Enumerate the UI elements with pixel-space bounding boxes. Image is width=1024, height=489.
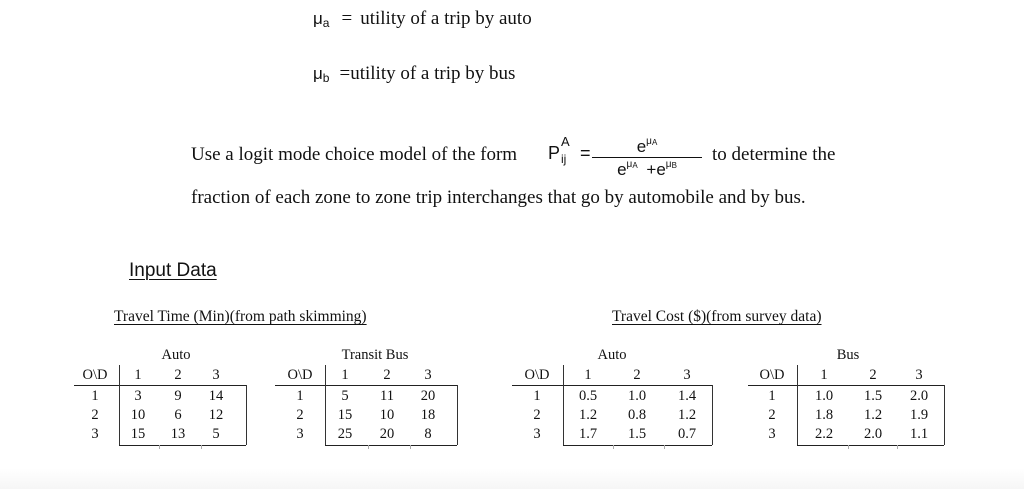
mu-a-symbol: $\mu_a$ <box>313 9 330 30</box>
definition-auto <box>313 8 532 30</box>
corner-label: O\D <box>82 367 108 383</box>
column-header: 2 <box>383 367 391 383</box>
table-cell: 1.0 <box>814 388 834 404</box>
table-cell: 20 <box>420 388 436 404</box>
definition-text: utility of a trip by bus <box>350 63 516 84</box>
table-title: Auto <box>161 347 191 363</box>
equals-sign: = <box>341 8 353 29</box>
header-divider <box>512 385 712 386</box>
table-title: Bus <box>836 347 860 363</box>
origin-label: 3 <box>296 426 304 442</box>
table-bottom-border <box>119 445 246 446</box>
table-cell: 25 <box>337 426 353 442</box>
table-cell: 1.7 <box>578 426 598 442</box>
table-cell: 10 <box>130 407 146 423</box>
table-cell: 15 <box>337 407 353 423</box>
column-header: 3 <box>424 367 432 383</box>
table-cell: 5 <box>341 388 349 404</box>
section-title: Input Data <box>129 260 217 281</box>
corner-label: O\D <box>759 367 785 383</box>
column-header: 3 <box>212 367 220 383</box>
origin-label: 1 <box>533 388 541 404</box>
table-cell: 1.2 <box>863 407 883 423</box>
column-header: 2 <box>633 367 641 383</box>
table-cell: 11 <box>380 388 394 404</box>
column-header: 2 <box>869 367 877 383</box>
origin-label: 2 <box>533 407 541 423</box>
column-header: 1 <box>820 367 828 383</box>
table-cell: 1.5 <box>627 426 647 442</box>
header-divider <box>275 385 457 386</box>
table-right-border <box>457 385 458 445</box>
table-cell: 14 <box>208 388 224 404</box>
table-cell: 2.0 <box>909 388 929 404</box>
travel-cost-auto-table <box>512 347 712 447</box>
header-divider <box>74 385 246 386</box>
corner-label: O\D <box>287 367 313 383</box>
table-title: Auto <box>597 347 627 363</box>
table-cell: 1.8 <box>814 407 834 423</box>
origin-divider <box>563 365 564 445</box>
table-bottom-border <box>563 445 712 446</box>
header-divider <box>748 385 944 386</box>
origin-label: 2 <box>296 407 304 423</box>
tick-mark <box>613 445 614 449</box>
origin-divider <box>797 365 798 445</box>
table-cell: 10 <box>379 407 395 423</box>
table-cell: 0.8 <box>627 407 647 423</box>
table-right-border <box>944 385 945 445</box>
mu-b-symbol: $\mu_b$ <box>313 64 330 85</box>
column-header: 3 <box>915 367 923 383</box>
tick-mark <box>368 445 369 449</box>
column-header: 2 <box>174 367 182 383</box>
definition-bus <box>313 63 515 85</box>
tick-mark <box>664 445 665 449</box>
table-cell: 5 <box>212 426 220 442</box>
column-header: 1 <box>134 367 142 383</box>
table-cell: 0.7 <box>677 426 697 442</box>
origin-label: 3 <box>91 426 99 442</box>
table-cell: 13 <box>170 426 186 442</box>
travel-time-auto-table <box>74 347 254 447</box>
fraction-denominator: $e^{\mu_A} +e^{\mu_B}$ <box>617 159 677 179</box>
origin-label: 2 <box>768 407 776 423</box>
table-cell: 1.2 <box>677 407 697 423</box>
logit-fraction <box>592 136 702 184</box>
column-header: 3 <box>683 367 691 383</box>
travel-cost-bus-table <box>748 347 948 447</box>
table-cell: 2.0 <box>863 426 883 442</box>
table-cell: 1.4 <box>677 388 697 404</box>
instruction-text-before: Use a logit mode choice model of the form <box>191 144 518 165</box>
table-cell: 1.9 <box>909 407 929 423</box>
travel-time-heading: Travel Time (Min)(from path skimming) <box>114 308 367 325</box>
table-cell: 0.5 <box>578 388 598 404</box>
origin-label: 1 <box>768 388 776 404</box>
table-cell: 15 <box>130 426 146 442</box>
table-cell: 3 <box>134 388 142 404</box>
origin-label: 1 <box>296 388 304 404</box>
table-cell: 1.0 <box>627 388 647 404</box>
table-title: Transit Bus <box>341 347 409 363</box>
instruction-text-line2: fraction of each zone to zone trip interchanges that go by automobile and by bus. <box>191 187 806 208</box>
formula-equals: = <box>580 143 591 163</box>
corner-label: O\D <box>524 367 550 383</box>
origin-label: 1 <box>91 388 99 404</box>
table-cell: 1.5 <box>863 388 883 404</box>
table-cell: 8 <box>424 426 432 442</box>
table-cell: 18 <box>420 407 436 423</box>
tick-mark <box>159 445 160 449</box>
table-cell: 6 <box>174 407 182 423</box>
tick-mark <box>897 445 898 449</box>
table-cell: 12 <box>208 407 224 423</box>
travel-time-bus-table <box>275 347 465 447</box>
equals-sign: = <box>339 63 351 84</box>
table-cell: 1.2 <box>578 407 598 423</box>
table-cell: 2.2 <box>814 426 834 442</box>
fraction-bar <box>592 157 702 158</box>
table-right-border <box>246 385 247 445</box>
fraction-numerator: $e^{\mu_A}$ <box>636 136 658 156</box>
column-header: 1 <box>341 367 349 383</box>
tick-mark <box>201 445 202 449</box>
table-cell: 1.1 <box>909 426 929 442</box>
column-header: 1 <box>584 367 592 383</box>
instruction-text-after: to determine the <box>712 144 836 165</box>
travel-cost-heading: Travel Cost ($)(from survey data) <box>612 308 822 325</box>
formula-lhs: P A ij <box>548 134 570 166</box>
tick-mark <box>848 445 849 449</box>
table-cell: 9 <box>174 388 182 404</box>
table-bottom-border <box>797 445 944 446</box>
table-bottom-border <box>325 445 457 446</box>
table-cell: 20 <box>379 426 395 442</box>
tick-mark <box>410 445 411 449</box>
origin-label: 3 <box>533 426 541 442</box>
origin-label: 3 <box>768 426 776 442</box>
table-right-border <box>712 385 713 445</box>
origin-label: 2 <box>91 407 99 423</box>
definition-text: utility of a trip by auto <box>360 8 532 29</box>
